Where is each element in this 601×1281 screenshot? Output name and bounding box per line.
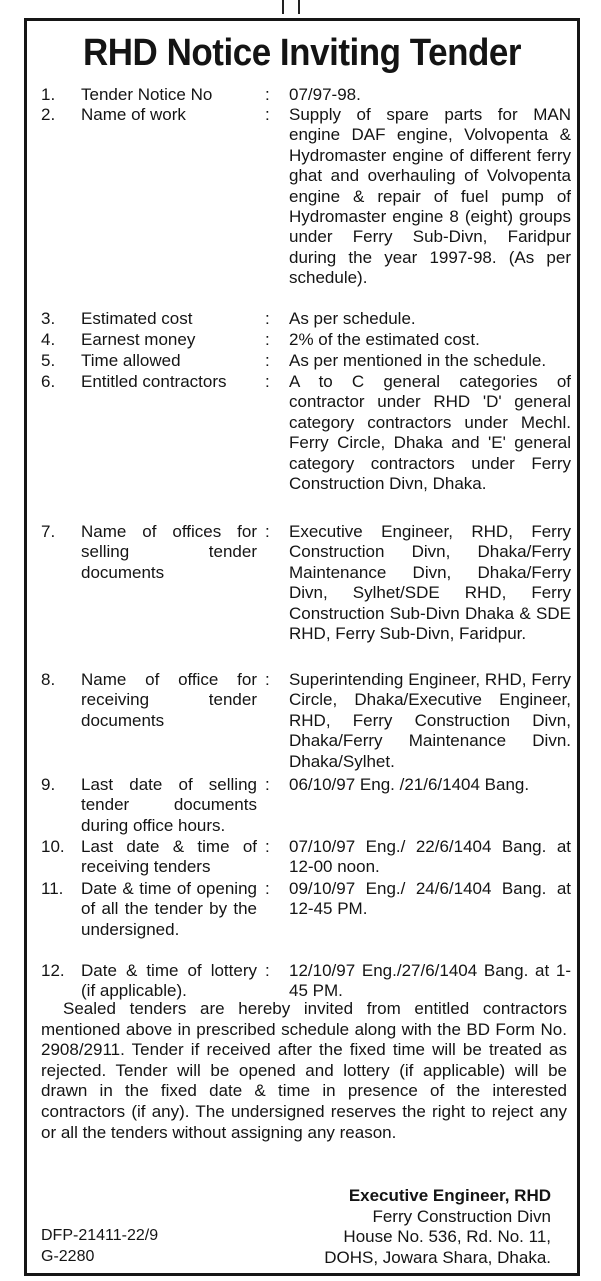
item-colon: :	[265, 351, 270, 370]
item-label: Earnest money	[81, 330, 196, 349]
item-label: Last date of selling tender documents during office hours.	[81, 775, 257, 835]
item-entitled-contractors	[41, 372, 573, 522]
item-name-of-work	[41, 105, 573, 309]
item-number: 1.	[41, 85, 56, 104]
item-label: Entitled contractors	[81, 372, 227, 391]
item-tender-notice-no	[41, 85, 573, 105]
item-value: Executive Engineer, RHD, Ferry Construction Divn, Dhaka/Ferry Maintenance Divn, Dhaka/Ferry Divn, Sylhet/SDE RHD, Ferry Construction Sub-Divn Dhaka & SDE RHD, Ferry Sub-Divn, Faridpur.	[289, 522, 571, 644]
item-value: 07/10/97 Eng./ 22/6/1404 Bang. at 12-00 noon.	[289, 837, 571, 877]
item-colon: :	[265, 330, 270, 349]
item-value: As per schedule.	[289, 309, 416, 328]
item-colon: :	[265, 105, 270, 124]
item-number: 8.	[41, 670, 56, 689]
item-number: 5.	[41, 351, 56, 370]
item-number: 6.	[41, 372, 56, 391]
item-label: Name of office for receiving tender documents	[81, 670, 257, 730]
item-colon: :	[265, 522, 270, 541]
notice-title: RHD Notice Inviting Tender	[82, 32, 522, 74]
item-earnest-money	[41, 330, 573, 351]
item-number: 10.	[41, 837, 65, 856]
item-offices-selling	[41, 522, 573, 670]
item-colon: :	[265, 775, 270, 794]
item-label: Name of work	[81, 105, 186, 124]
item-value: As per mentioned in the schedule.	[289, 351, 547, 370]
item-label: Time allowed	[81, 351, 181, 370]
item-colon: :	[265, 670, 270, 689]
item-value: 12/10/97 Eng./27/6/1404 Bang. at 1-45 PM.	[289, 961, 571, 1001]
g-code: G-2280	[41, 1248, 95, 1265]
item-colon: :	[265, 961, 270, 980]
notice-body-paragraph: Sealed tenders are hereby invited from entitled contractors mentioned above in prescribed schedule along with the BD Form No. 2908/2911. Tender if received after the fixed time will be treated as rejected. Tender will be opened and lottery (if applicable) will be drawn in the fixed date & time in presence of the interested contractors (if any). The undersigned reserves the right to reject any or all the tenders without assigning any reason.	[41, 999, 567, 1142]
item-value: Superintending Engineer, RHD, Ferry Circle, Dhaka/Executive Engineer, RHD, Ferry Construction Divn, Dhaka/Ferry Maintenance Divn. Dhaka/Sylhet.	[289, 670, 571, 771]
item-colon: :	[265, 879, 270, 898]
item-last-date-receiving	[41, 837, 573, 879]
item-number: 9.	[41, 775, 56, 794]
dfp-code: DFP-21411-22/9	[41, 1227, 159, 1244]
item-office-receiving	[41, 670, 573, 775]
item-number: 4.	[41, 330, 56, 349]
reference-codes	[41, 1225, 158, 1267]
item-number: 2.	[41, 105, 56, 124]
notice-items	[41, 85, 573, 1021]
item-colon: :	[265, 85, 270, 104]
item-number: 3.	[41, 309, 56, 328]
signature-line: Ferry Construction Divn	[372, 1206, 551, 1226]
signature-line: DOHS, Jowara Shara, Dhaka.	[324, 1247, 551, 1267]
item-colon: :	[265, 309, 270, 328]
item-label: Tender Notice No	[81, 85, 213, 104]
item-estimated-cost	[41, 309, 573, 330]
item-label: Date & time of opening of all the tender by the undersigned.	[81, 879, 257, 939]
tender-notice	[24, 18, 580, 1276]
item-label: Date & time of lottery (if applicable).	[81, 961, 257, 1001]
item-label: Name of offices for selling tender documents	[81, 522, 257, 582]
item-value: 2% of the estimated cost.	[289, 330, 480, 349]
item-last-date-selling	[41, 775, 573, 837]
item-value: 06/10/97 Eng. /21/6/1404 Bang.	[289, 775, 530, 794]
item-number: 12.	[41, 961, 65, 980]
item-value: 09/10/97 Eng./ 24/6/1404 Bang. at 12-45 PM.	[289, 879, 571, 919]
item-label: Estimated cost	[81, 309, 193, 328]
item-label: Last date & time of receiving tenders	[81, 837, 257, 877]
item-colon: :	[265, 372, 270, 391]
item-number: 7.	[41, 522, 56, 541]
item-date-opening	[41, 879, 573, 961]
column-divider	[282, 0, 300, 14]
item-time-allowed	[41, 351, 573, 372]
item-colon: :	[265, 837, 270, 856]
item-value: 07/97-98.	[289, 85, 361, 104]
item-value: A to C general categories of contractor under RHD 'D' general category contractors under Mechl. Ferry Circle, Dhaka and 'E' general category contractors under Ferry Construction Divn, Dhaka.	[289, 372, 571, 494]
item-number: 11.	[41, 879, 64, 898]
signature-title: Executive Engineer, RHD	[348, 1186, 551, 1205]
item-value: Supply of spare parts for MAN engine DAF engine, Volvopenta & Hydromaster engine of different ferry ghat and overhauling of Volvopenta engine & repair of fuel pump of Hydromaster engine 8 (eight) groups under Ferry Sub-Divn, Faridpur during the year 1997-98. (As per schedule).	[289, 105, 571, 288]
signature-line: House No. 536, Rd. No. 11,	[343, 1227, 551, 1246]
signature-block	[311, 1186, 551, 1268]
